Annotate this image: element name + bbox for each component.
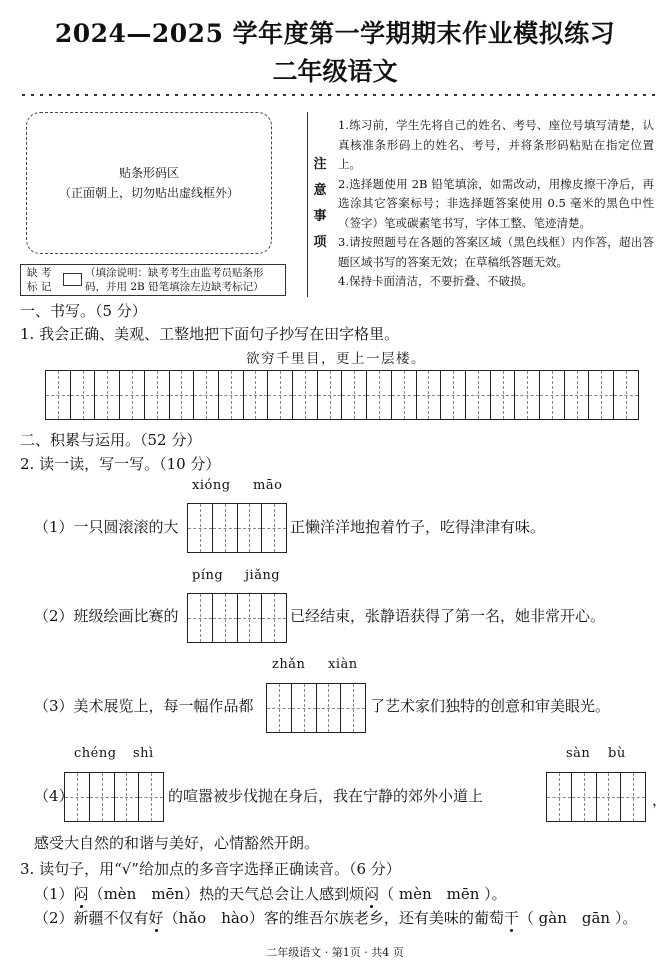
exam-subtitle: 二年级语文 [272, 57, 398, 86]
q3-item2 [34, 907, 637, 928]
q3-item2-mid: 客的维吾尔族老乡，还有美味的葡萄 [263, 909, 504, 927]
pinyin-options[interactable]: （mèn mēn） [88, 885, 200, 903]
pinyin: zhǎn [272, 657, 306, 672]
dash-segment [301, 94, 304, 96]
dotted-char: 干 [503, 909, 519, 927]
dash-segment [616, 94, 619, 96]
item2-before: （2）班级绘画比赛的 [34, 607, 179, 625]
dash-segment [553, 94, 556, 96]
section2-heading: 二、积累与运用。（52 分） [20, 431, 202, 449]
tianzige-cell[interactable] [417, 371, 442, 419]
tianzige-cell[interactable] [342, 371, 367, 419]
dash-segment [121, 94, 124, 96]
exam-title: 2024—2025 学年度第一学期期末作业模拟练习 [54, 19, 616, 48]
tianzige-cell[interactable] [441, 371, 466, 419]
dash-segment [355, 94, 358, 96]
dash-segment [625, 94, 628, 96]
absent-checkbox[interactable] [63, 273, 82, 286]
dash-segment [319, 94, 322, 96]
dash-segment [238, 94, 241, 96]
notice-heading-char: 注 [313, 157, 327, 172]
absent-mark-box [20, 264, 286, 296]
dash-segment [427, 94, 430, 96]
tianzige-cell[interactable] [120, 371, 145, 419]
dash-segment [40, 94, 43, 96]
dash-segment [481, 94, 484, 96]
barcode-note: （正面朝上，切勿贴出虚线框外） [58, 186, 239, 200]
tianzige-cell[interactable] [194, 371, 219, 419]
pinyin: sàn [566, 746, 591, 761]
dash-segment [382, 94, 385, 96]
notice-panel [307, 112, 658, 297]
dash-segment [103, 94, 106, 96]
dash-segment [76, 94, 79, 96]
barcode-label: 贴条形码区 [118, 166, 179, 180]
dotted-char: 好 [148, 909, 164, 927]
pinyin: xióng [192, 478, 231, 493]
item3-before: （3）美术展览上，每一幅作品都 [34, 697, 254, 715]
absent-note-line2: 码，并用 2B 铅笔填涂左边缺考标记） [85, 281, 264, 293]
dash-segment [22, 94, 25, 96]
item4-continuation: 感受大自然的和谐与美好，心情豁然开朗。 [34, 834, 320, 852]
dash-segment [85, 94, 88, 96]
notice-item: 2.选择题使用 2B 铅笔填涂，如需改动，用橡皮擦干净后，再选涂其它答案标号；非选择题答案使用 0.5 毫米的黑色中性（签字）笔或碳素笔书写，字体工整、笔迹清楚。 [338, 176, 654, 230]
dash-segment [265, 94, 268, 96]
dash-segment [229, 94, 232, 96]
section1-heading: 一、书写。（5 分） [20, 302, 147, 320]
dash-segment [589, 94, 592, 96]
tianzige-grid[interactable] [45, 370, 639, 420]
q3-item1-pre: （1） [34, 885, 74, 903]
pinyin: shì [133, 746, 154, 761]
dash-segment [112, 94, 115, 96]
tianzige-cell[interactable] [565, 371, 590, 419]
question-1: 1. 我会正确、美观、工整地把下面句子抄写在田字格里。 [20, 325, 400, 343]
item4-end: ， [652, 791, 668, 809]
dash-segment [31, 94, 34, 96]
dash-segment [472, 94, 475, 96]
dash-segment [400, 94, 403, 96]
dash-segment [571, 94, 574, 96]
notice-items [338, 116, 654, 292]
dash-segment [373, 94, 376, 96]
dash-segment [598, 94, 601, 96]
answer-box-4b[interactable] [546, 772, 646, 822]
tianzige-cell[interactable] [268, 371, 293, 419]
dash-segment [418, 94, 421, 96]
dash-segment [94, 94, 97, 96]
dash-segment [193, 94, 196, 96]
tianzige-cell[interactable] [46, 371, 71, 419]
notice-item: 4.保持卡面清洁，不要折叠、不破损。 [338, 274, 533, 288]
tianzige-cell[interactable] [219, 371, 244, 419]
item4-after: 的喧嚣被步伐抛在身后，我在宁静的郊外小道上 [168, 787, 484, 805]
dash-segment [499, 94, 502, 96]
pinyin-options[interactable]: （hǎo hào） [163, 909, 264, 927]
tianzige-cell[interactable] [392, 371, 417, 419]
item4-before: （4） [34, 787, 74, 805]
dash-segment [220, 94, 223, 96]
dash-segment [184, 94, 187, 96]
answer-box-3[interactable] [266, 683, 366, 733]
tianzige-cell[interactable] [244, 371, 269, 419]
pinyin: māo [253, 478, 283, 493]
answer-box-2[interactable] [187, 593, 287, 643]
pinyin: píng [192, 568, 224, 583]
absent-note-line1: （填涂说明：缺考考生由监考员贴条形 [85, 267, 264, 279]
dash-segment [517, 94, 520, 96]
dash-segment [166, 94, 169, 96]
tianzige-cell[interactable] [589, 371, 614, 419]
dash-segment [337, 94, 340, 96]
dash-segment [202, 94, 205, 96]
dash-segment [283, 94, 286, 96]
notice-heading [310, 152, 330, 256]
notice-item: 3.请按照题号在各题的答案区域（黑色线框）内作答，超出答题区域书写的答案无效；在草稿纸答题无效。 [338, 235, 654, 269]
pinyin-options[interactable]: （ gàn gān ）。 [518, 909, 638, 927]
item3-after: 了艺术家们独特的创意和审美眼光。 [370, 697, 611, 715]
dash-segment [544, 94, 547, 96]
answer-box-1[interactable] [187, 503, 287, 553]
dash-segment [490, 94, 493, 96]
dash-segment [130, 94, 133, 96]
tianzige-cell[interactable] [145, 371, 170, 419]
tianzige-cell[interactable] [614, 371, 638, 419]
tianzige-cell[interactable] [367, 371, 392, 419]
poem-line: 欲穷千里目，更上一层楼。 [246, 351, 426, 367]
dash-segment [67, 94, 70, 96]
tianzige-cell[interactable] [540, 371, 565, 419]
item1-after: 正懒洋洋地抱着竹子，吃得津津有味。 [290, 518, 546, 536]
dash-segment [526, 94, 529, 96]
notice-heading-char: 项 [313, 235, 327, 250]
dash-segment [508, 94, 511, 96]
notice-heading-char: 事 [313, 209, 327, 224]
pinyin: chéng [74, 746, 117, 761]
dotted-char: 闷 [364, 885, 380, 903]
dash-segment [49, 94, 52, 96]
notice-heading-char: 意 [313, 183, 327, 198]
dash-segment [454, 94, 457, 96]
tianzige-cell[interactable] [170, 371, 195, 419]
notice-item: 1.练习前，学生先将自己的姓名、考号、座位号填写清楚，认真核准条形码上的姓名、考号，并将条形码粘贴在指定位置上。 [338, 118, 654, 171]
pinyin-options[interactable]: （ mèn mēn ）。 [379, 885, 507, 903]
tianzige-cell[interactable] [293, 371, 318, 419]
dash-segment [58, 94, 61, 96]
dash-segment [247, 94, 250, 96]
absent-label-line1: 缺 考 [27, 267, 52, 279]
tianzige-cell[interactable] [95, 371, 120, 419]
dash-segment [274, 94, 277, 96]
tianzige-cell[interactable] [318, 371, 343, 419]
dash-segment [562, 94, 565, 96]
dash-segment [346, 94, 349, 96]
question-3: 3. 读句子，用“√”给加点的多音字选择正确读音。（6 分） [20, 860, 401, 878]
item2-after: 已经结束，张静语获得了第一名，她非常开心。 [290, 607, 606, 625]
dash-segment [535, 94, 538, 96]
dash-segment [310, 94, 313, 96]
question-2: 2. 读一读，写一写。（10 分） [20, 455, 221, 473]
dash-segment [328, 94, 331, 96]
dash-segment [580, 94, 583, 96]
tianzige-cell[interactable] [491, 371, 516, 419]
dotted-char: 闷 [73, 885, 89, 903]
absent-label [27, 266, 57, 294]
pinyin: jiǎng [245, 568, 281, 583]
page-footer: 二年级语文 · 第1页 · 共4 页 [266, 946, 404, 959]
absent-label-line2: 标 记 [27, 281, 52, 293]
dash-segment [211, 94, 214, 96]
dash-segment [148, 94, 151, 96]
dash-segment [139, 94, 142, 96]
dash-segment [175, 94, 178, 96]
dash-segment [607, 94, 610, 96]
dash-segment [436, 94, 439, 96]
dash-segment [409, 94, 412, 96]
dash-segment [643, 94, 646, 96]
dash-segment [634, 94, 637, 96]
dash-segment [652, 94, 655, 96]
pinyin: bù [608, 746, 626, 761]
tianzige-cell[interactable] [515, 371, 540, 419]
item1-before: （1）一只圆滚滚的大 [34, 518, 179, 536]
q3-item1-mid: 热的天气总会让人感到烦 [199, 885, 365, 903]
barcode-area [26, 112, 272, 254]
dash-segment [292, 94, 295, 96]
q3-item1 [34, 883, 507, 904]
tianzige-cell[interactable] [71, 371, 96, 419]
tianzige-cell[interactable] [466, 371, 491, 419]
dash-segment [391, 94, 394, 96]
dash-segment [445, 94, 448, 96]
absent-note [85, 266, 285, 294]
pinyin: xiàn [328, 657, 358, 672]
answer-box-4a[interactable] [64, 772, 164, 822]
q3-item2-pre: （2）新疆不仅有 [34, 909, 149, 927]
dash-segment [256, 94, 259, 96]
dash-segment [157, 94, 160, 96]
dash-segment [463, 94, 466, 96]
dash-segment [364, 94, 367, 96]
